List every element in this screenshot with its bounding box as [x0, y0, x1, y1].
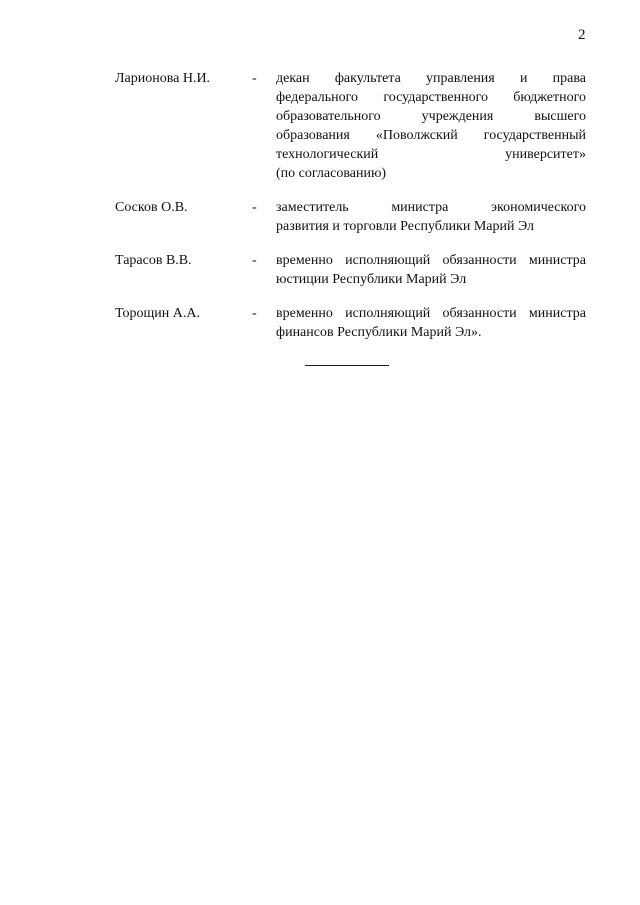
member-dash: -	[252, 306, 257, 321]
role-line: (по согласованию)	[276, 166, 387, 181]
role-line: временно исполняющий обязанности министра	[276, 306, 586, 321]
role-line: развития и торговли Республики Марий Эл	[276, 219, 535, 234]
role-line: технологический университет»	[276, 147, 586, 162]
member-row-soskov	[115, 198, 587, 236]
role-line: декан факультета управления и права	[276, 71, 586, 86]
role-line: образования «Поволжский государственный	[276, 128, 586, 143]
member-role	[276, 69, 586, 183]
member-row-tarasov	[115, 251, 587, 289]
member-name: Тарасов В.В.	[115, 253, 192, 268]
member-role	[276, 251, 586, 289]
role-line: финансов Республики Марий Эл».	[276, 325, 482, 340]
closing-rule	[305, 365, 389, 366]
role-line: временно исполняющий обязанности министра	[276, 253, 586, 268]
member-name: Ларионова Н.И.	[115, 71, 211, 86]
member-dash: -	[252, 200, 257, 215]
member-row-toroshchin	[115, 304, 587, 342]
role-line: юстиции Республики Марий Эл	[276, 272, 467, 287]
role-line: образовательного учреждения высшего	[276, 109, 586, 124]
role-line: федерального государственного бюджетного	[276, 90, 586, 105]
member-list	[115, 69, 587, 357]
member-role	[276, 304, 586, 342]
member-dash: -	[252, 253, 257, 268]
role-line: заместитель министра экономического	[276, 200, 586, 215]
member-row-larionova	[115, 69, 587, 183]
member-name: Торощин А.А.	[115, 306, 200, 321]
member-role	[276, 198, 586, 236]
member-name: Сосков О.В.	[115, 200, 188, 215]
member-dash: -	[252, 71, 257, 86]
page-number: 2	[578, 27, 586, 43]
